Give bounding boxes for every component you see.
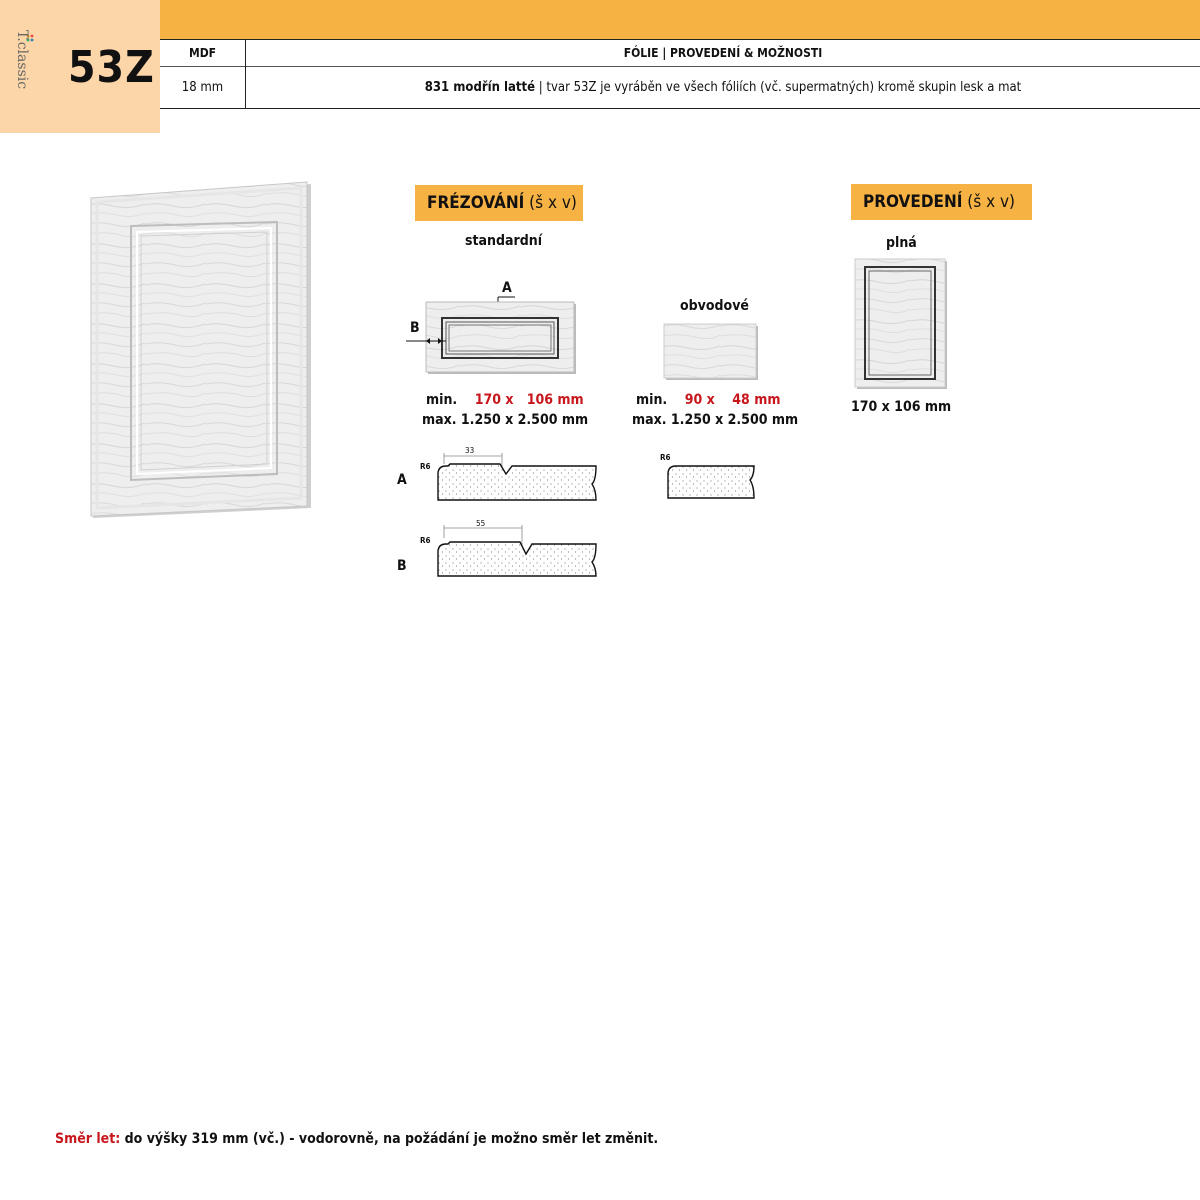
profile-b-drawing [430, 512, 605, 582]
profile-b-width: 55 [476, 519, 486, 528]
footer-label: Směr let: [55, 1131, 121, 1147]
profile-b-label: B [397, 558, 407, 574]
brand-name: T.classic [14, 30, 30, 90]
footer-note [55, 1131, 658, 1147]
profile-a-width: 33 [465, 446, 475, 455]
standard-min [426, 392, 584, 408]
options-note: | tvar 53Z je vyráběn ve všech fóliích (vč. supermatných) kromě skupin lesk a mat [535, 80, 1022, 95]
profile-a-drawing [430, 440, 605, 510]
header-line-top [160, 39, 1200, 40]
standard-min-height: 106 mm [526, 392, 584, 408]
standard-min-width: 170 x [474, 392, 514, 408]
design-title: PROVEDENÍ [863, 192, 963, 212]
material-value: 18 mm [181, 80, 224, 95]
standard-max: max. 1.250 x 2.500 mm [422, 412, 589, 428]
header-line-mid [160, 66, 1200, 67]
milling-tag [415, 185, 583, 221]
standard-milling-sample [400, 280, 580, 380]
perimeter-max: max. 1.250 x 2.500 mm [632, 412, 799, 428]
perimeter-profile-drawing [660, 458, 760, 502]
perimeter-profile-radius: R6 [660, 453, 671, 462]
decor-name: 831 modřín latté [424, 80, 536, 95]
perimeter-label: obvodové [680, 298, 749, 314]
design-tag [851, 184, 1032, 220]
perimeter-milling-sample [660, 320, 760, 382]
design-title-paren: (š x v) [962, 192, 1016, 212]
options-label: FÓLIE | PROVEDENÍ & MOŽNOSTI [623, 46, 823, 60]
material-label: MDF [188, 46, 217, 60]
design-size: 170 x 106 mm [851, 399, 952, 415]
design-sample [850, 254, 950, 390]
header-band [160, 0, 1200, 39]
brand-logo [10, 30, 34, 110]
standard-label: standardní [465, 233, 543, 249]
standard-min-label: min. [426, 392, 458, 408]
perimeter-min-label: min. [636, 392, 668, 408]
marker-a: A [502, 280, 512, 296]
perimeter-min-width: 90 x [684, 392, 715, 408]
door-image [85, 178, 320, 523]
milling-title: FRÉZOVÁNÍ [427, 193, 525, 213]
profile-b-radius: R6 [420, 536, 431, 545]
header-line-bottom [160, 108, 1200, 109]
milling-title-paren: (š x v) [524, 193, 577, 213]
product-code: 53Z [68, 42, 155, 93]
profile-a-label: A [397, 472, 407, 488]
perimeter-min [636, 392, 780, 408]
footer-text: do výšky 319 mm (vč.) - vodorovně, na požádání je možno směr let změnit. [120, 1131, 659, 1147]
design-label: plná [886, 235, 917, 251]
options-description [246, 80, 1200, 95]
perimeter-min-height: 48 mm [732, 392, 781, 408]
profile-a-radius: R6 [420, 462, 431, 471]
marker-b: B [410, 320, 420, 336]
